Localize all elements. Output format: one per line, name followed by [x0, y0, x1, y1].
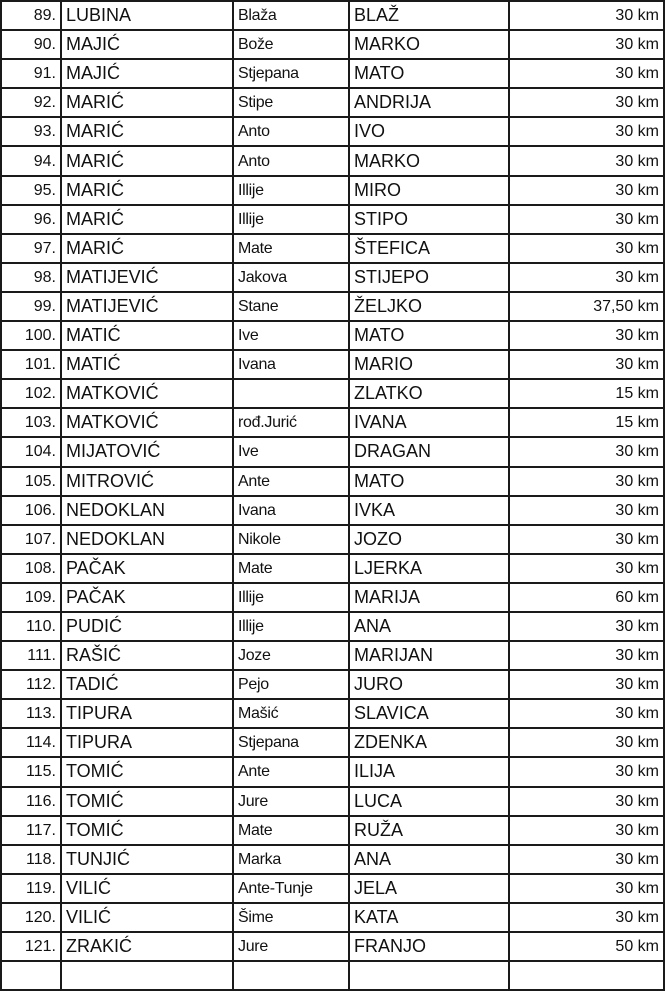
- father-name-cell[interactable]: Marka: [233, 845, 349, 874]
- father-name-cell[interactable]: Ante-Tunje: [233, 874, 349, 903]
- row-number-cell[interactable]: 119.: [1, 874, 61, 903]
- first-name-cell[interactable]: MARIO: [349, 350, 509, 379]
- table-row: [1, 874, 664, 903]
- table-row: [1, 176, 664, 205]
- row-number-cell[interactable]: 111.: [1, 641, 61, 670]
- table-row: [1, 321, 664, 350]
- row-number-cell[interactable]: 116.: [1, 787, 61, 816]
- row-number-cell[interactable]: 109.: [1, 583, 61, 612]
- cell-empty[interactable]: [233, 961, 349, 990]
- row-number-cell[interactable]: 110.: [1, 612, 61, 641]
- table-row: [1, 554, 664, 583]
- first-name-cell[interactable]: MARKO: [349, 146, 509, 175]
- table-row: [1, 728, 664, 757]
- row-number-cell[interactable]: 97.: [1, 234, 61, 263]
- surname-cell[interactable]: MATKOVIĆ: [61, 379, 233, 408]
- surname-cell[interactable]: NEDOKLAN: [61, 525, 233, 554]
- first-name-cell[interactable]: ANDRIJA: [349, 88, 509, 117]
- table-row: [1, 932, 664, 961]
- distance-cell[interactable]: 30 km: [509, 88, 664, 117]
- father-name-cell[interactable]: Jure: [233, 932, 349, 961]
- table-row: [1, 234, 664, 263]
- sheet-bottom-edge: [0, 995, 663, 1000]
- table-row: [1, 816, 664, 845]
- surname-cell[interactable]: MIJATOVIĆ: [61, 437, 233, 466]
- table-row: [1, 845, 664, 874]
- table-row: [1, 88, 664, 117]
- table-row: [1, 641, 664, 670]
- table-row: [1, 670, 664, 699]
- row-number-cell[interactable]: 105.: [1, 467, 61, 496]
- first-name-cell[interactable]: ŠTEFICA: [349, 234, 509, 263]
- first-name-cell[interactable]: MIRO: [349, 176, 509, 205]
- father-name-cell[interactable]: Ante: [233, 467, 349, 496]
- row-number-cell[interactable]: 91.: [1, 59, 61, 88]
- row-number-cell[interactable]: 120.: [1, 903, 61, 932]
- father-name-cell[interactable]: Mate: [233, 234, 349, 263]
- table-row: [1, 146, 664, 175]
- first-name-cell[interactable]: ZDENKA: [349, 728, 509, 757]
- distance-cell[interactable]: 60 km: [509, 583, 664, 612]
- distance-cell[interactable]: 30 km: [509, 117, 664, 146]
- distance-cell[interactable]: 30 km: [509, 554, 664, 583]
- table-row: [1, 408, 664, 437]
- father-name-cell[interactable]: Stipe: [233, 88, 349, 117]
- surname-cell[interactable]: MATIJEVIĆ: [61, 263, 233, 292]
- cell-empty[interactable]: [1, 961, 61, 990]
- father-name-cell[interactable]: Jure: [233, 787, 349, 816]
- row-number-cell[interactable]: 92.: [1, 88, 61, 117]
- first-name-cell[interactable]: ANA: [349, 845, 509, 874]
- distance-cell[interactable]: 30 km: [509, 757, 664, 786]
- row-number-cell[interactable]: 104.: [1, 437, 61, 466]
- distance-cell[interactable]: 30 km: [509, 350, 664, 379]
- distance-cell[interactable]: 30 km: [509, 321, 664, 350]
- row-number-cell[interactable]: 108.: [1, 554, 61, 583]
- distance-cell[interactable]: 15 km: [509, 408, 664, 437]
- first-name-cell[interactable]: IVO: [349, 117, 509, 146]
- row-number-cell[interactable]: 93.: [1, 117, 61, 146]
- first-name-cell[interactable]: JELA: [349, 874, 509, 903]
- distance-cell[interactable]: 30 km: [509, 59, 664, 88]
- table-row: [1, 787, 664, 816]
- surname-cell[interactable]: MATIĆ: [61, 350, 233, 379]
- table-row: [1, 757, 664, 786]
- father-name-cell[interactable]: Stjepana: [233, 59, 349, 88]
- first-name-cell[interactable]: JURO: [349, 670, 509, 699]
- first-name-cell[interactable]: KATA: [349, 903, 509, 932]
- surname-cell[interactable]: VILIĆ: [61, 874, 233, 903]
- surname-cell[interactable]: TIPURA: [61, 699, 233, 728]
- distance-cell[interactable]: 30 km: [509, 641, 664, 670]
- first-name-cell[interactable]: LJERKA: [349, 554, 509, 583]
- first-name-cell[interactable]: MATO: [349, 321, 509, 350]
- father-name-cell[interactable]: Ante: [233, 757, 349, 786]
- row-number-cell[interactable]: 98.: [1, 263, 61, 292]
- table-row: [1, 612, 664, 641]
- table-row: [1, 117, 664, 146]
- father-name-cell[interactable]: Ive: [233, 437, 349, 466]
- first-name-cell[interactable]: IVKA: [349, 496, 509, 525]
- table-row: [1, 583, 664, 612]
- surname-cell[interactable]: TOMIĆ: [61, 757, 233, 786]
- distance-cell[interactable]: 30 km: [509, 612, 664, 641]
- father-name-cell[interactable]: Anto: [233, 117, 349, 146]
- surname-cell[interactable]: MAJIĆ: [61, 30, 233, 59]
- surname-cell[interactable]: MARIĆ: [61, 88, 233, 117]
- table-row: [1, 699, 664, 728]
- distance-cell[interactable]: 37,50 km: [509, 292, 664, 321]
- table-row: [1, 903, 664, 932]
- surname-cell[interactable]: PAČAK: [61, 583, 233, 612]
- surname-cell[interactable]: MARIĆ: [61, 205, 233, 234]
- surname-cell[interactable]: MAJIĆ: [61, 59, 233, 88]
- father-name-cell[interactable]: Illije: [233, 176, 349, 205]
- row-number-cell[interactable]: 107.: [1, 525, 61, 554]
- cell-empty[interactable]: [349, 961, 509, 990]
- first-name-cell[interactable]: DRAGAN: [349, 437, 509, 466]
- father-name-cell[interactable]: Šime: [233, 903, 349, 932]
- table-row-empty: [1, 961, 664, 990]
- father-name-cell[interactable]: Mate: [233, 554, 349, 583]
- table-row: [1, 59, 664, 88]
- distance-cell[interactable]: 30 km: [509, 146, 664, 175]
- row-number-cell[interactable]: 99.: [1, 292, 61, 321]
- distance-cell[interactable]: 30 km: [509, 234, 664, 263]
- first-name-cell[interactable]: FRANJO: [349, 932, 509, 961]
- father-name-cell[interactable]: Joze: [233, 641, 349, 670]
- row-number-cell[interactable]: 112.: [1, 670, 61, 699]
- surname-cell[interactable]: MARIĆ: [61, 176, 233, 205]
- table-row: [1, 437, 664, 466]
- row-number-cell[interactable]: 117.: [1, 816, 61, 845]
- distance-cell[interactable]: 30 km: [509, 30, 664, 59]
- distance-cell[interactable]: 30 km: [509, 1, 664, 30]
- cell-empty[interactable]: [509, 961, 664, 990]
- row-number-cell[interactable]: 90.: [1, 30, 61, 59]
- first-name-cell[interactable]: STIPO: [349, 205, 509, 234]
- table-row: [1, 263, 664, 292]
- father-name-cell[interactable]: Pejo: [233, 670, 349, 699]
- father-name-cell[interactable]: Anto: [233, 146, 349, 175]
- surname-cell[interactable]: PUDIĆ: [61, 612, 233, 641]
- first-name-cell[interactable]: MARKO: [349, 30, 509, 59]
- distance-cell[interactable]: 50 km: [509, 932, 664, 961]
- distance-cell[interactable]: 30 km: [509, 816, 664, 845]
- first-name-cell[interactable]: MARIJA: [349, 583, 509, 612]
- surname-cell[interactable]: MARIĆ: [61, 234, 233, 263]
- first-name-cell[interactable]: SLAVICA: [349, 699, 509, 728]
- first-name-cell[interactable]: LUCA: [349, 787, 509, 816]
- father-name-cell[interactable]: Bože: [233, 30, 349, 59]
- surname-cell[interactable]: MATIJEVIĆ: [61, 292, 233, 321]
- surname-cell[interactable]: MARIĆ: [61, 117, 233, 146]
- first-name-cell[interactable]: MARIJAN: [349, 641, 509, 670]
- surname-cell[interactable]: TIPURA: [61, 728, 233, 757]
- distance-cell[interactable]: 30 km: [509, 205, 664, 234]
- table-row: [1, 350, 664, 379]
- row-number-cell[interactable]: 100.: [1, 321, 61, 350]
- surname-cell[interactable]: NEDOKLAN: [61, 496, 233, 525]
- father-name-cell[interactable]: Mašić: [233, 699, 349, 728]
- distance-cell[interactable]: 30 km: [509, 263, 664, 292]
- surname-cell[interactable]: LUBINA: [61, 1, 233, 30]
- row-number-cell[interactable]: 89.: [1, 1, 61, 30]
- table-row: [1, 30, 664, 59]
- table-row: [1, 496, 664, 525]
- surname-cell[interactable]: MATIĆ: [61, 321, 233, 350]
- distance-cell[interactable]: 30 km: [509, 787, 664, 816]
- first-name-cell[interactable]: RUŽA: [349, 816, 509, 845]
- father-name-cell[interactable]: Blaža: [233, 1, 349, 30]
- surname-cell[interactable]: RAŠIĆ: [61, 641, 233, 670]
- surname-cell[interactable]: MITROVIĆ: [61, 467, 233, 496]
- father-name-cell[interactable]: rođ.Jurić: [233, 408, 349, 437]
- father-name-cell[interactable]: Mate: [233, 816, 349, 845]
- table-row: [1, 467, 664, 496]
- father-name-cell[interactable]: Nikole: [233, 525, 349, 554]
- distance-cell[interactable]: 30 km: [509, 903, 664, 932]
- first-name-cell[interactable]: MATO: [349, 467, 509, 496]
- row-number-cell[interactable]: 114.: [1, 728, 61, 757]
- table-row: [1, 1, 664, 30]
- father-name-cell[interactable]: Illije: [233, 583, 349, 612]
- first-name-cell[interactable]: IVANA: [349, 408, 509, 437]
- surname-cell[interactable]: VILIĆ: [61, 903, 233, 932]
- distance-cell[interactable]: 30 km: [509, 728, 664, 757]
- first-name-cell[interactable]: BLAŽ: [349, 1, 509, 30]
- first-name-cell[interactable]: ANA: [349, 612, 509, 641]
- distance-cell[interactable]: 30 km: [509, 874, 664, 903]
- first-name-cell[interactable]: ZLATKO: [349, 379, 509, 408]
- surname-cell[interactable]: TOMIĆ: [61, 816, 233, 845]
- distance-cell[interactable]: 30 km: [509, 496, 664, 525]
- father-name-cell[interactable]: Ivana: [233, 350, 349, 379]
- distance-cell[interactable]: 30 km: [509, 699, 664, 728]
- row-number-cell[interactable]: 106.: [1, 496, 61, 525]
- row-number-cell[interactable]: 115.: [1, 757, 61, 786]
- row-number-cell[interactable]: 118.: [1, 845, 61, 874]
- first-name-cell[interactable]: MATO: [349, 59, 509, 88]
- row-number-cell[interactable]: 94.: [1, 146, 61, 175]
- surname-cell[interactable]: TUNJIĆ: [61, 845, 233, 874]
- father-name-cell[interactable]: Jakova: [233, 263, 349, 292]
- first-name-cell[interactable]: ŽELJKO: [349, 292, 509, 321]
- table-body: [1, 0, 664, 990]
- father-name-cell[interactable]: Stane: [233, 292, 349, 321]
- surname-cell[interactable]: TOMIĆ: [61, 787, 233, 816]
- father-name-cell[interactable]: Illije: [233, 205, 349, 234]
- table-row: [1, 292, 664, 321]
- father-name-cell[interactable]: Ive: [233, 321, 349, 350]
- row-number-cell[interactable]: 113.: [1, 699, 61, 728]
- father-name-cell[interactable]: [233, 379, 349, 408]
- father-name-cell[interactable]: Stjepana: [233, 728, 349, 757]
- first-name-cell[interactable]: JOZO: [349, 525, 509, 554]
- father-name-cell[interactable]: Ivana: [233, 496, 349, 525]
- table-row: [1, 379, 664, 408]
- distance-cell[interactable]: 30 km: [509, 176, 664, 205]
- cell-empty[interactable]: [61, 961, 233, 990]
- distance-cell[interactable]: 30 km: [509, 437, 664, 466]
- first-name-cell[interactable]: ILIJA: [349, 757, 509, 786]
- table-row: [1, 525, 664, 554]
- distance-cell[interactable]: 30 km: [509, 845, 664, 874]
- row-number-cell[interactable]: 103.: [1, 408, 61, 437]
- surname-cell[interactable]: PAČAK: [61, 554, 233, 583]
- surname-cell[interactable]: TADIĆ: [61, 670, 233, 699]
- table-row: [1, 205, 664, 234]
- father-name-cell[interactable]: Illije: [233, 612, 349, 641]
- distance-cell[interactable]: 15 km: [509, 379, 664, 408]
- surname-cell[interactable]: ZRAKIĆ: [61, 932, 233, 961]
- distance-cell[interactable]: 30 km: [509, 670, 664, 699]
- distance-cell[interactable]: 30 km: [509, 525, 664, 554]
- row-number-cell[interactable]: 95.: [1, 176, 61, 205]
- first-name-cell[interactable]: STIJEPO: [349, 263, 509, 292]
- row-number-cell[interactable]: 96.: [1, 205, 61, 234]
- surname-cell[interactable]: MATKOVIĆ: [61, 408, 233, 437]
- distance-cell[interactable]: 30 km: [509, 467, 664, 496]
- row-number-cell[interactable]: 102.: [1, 379, 61, 408]
- row-number-cell[interactable]: 121.: [1, 932, 61, 961]
- surname-cell[interactable]: MARIĆ: [61, 146, 233, 175]
- row-number-cell[interactable]: 101.: [1, 350, 61, 379]
